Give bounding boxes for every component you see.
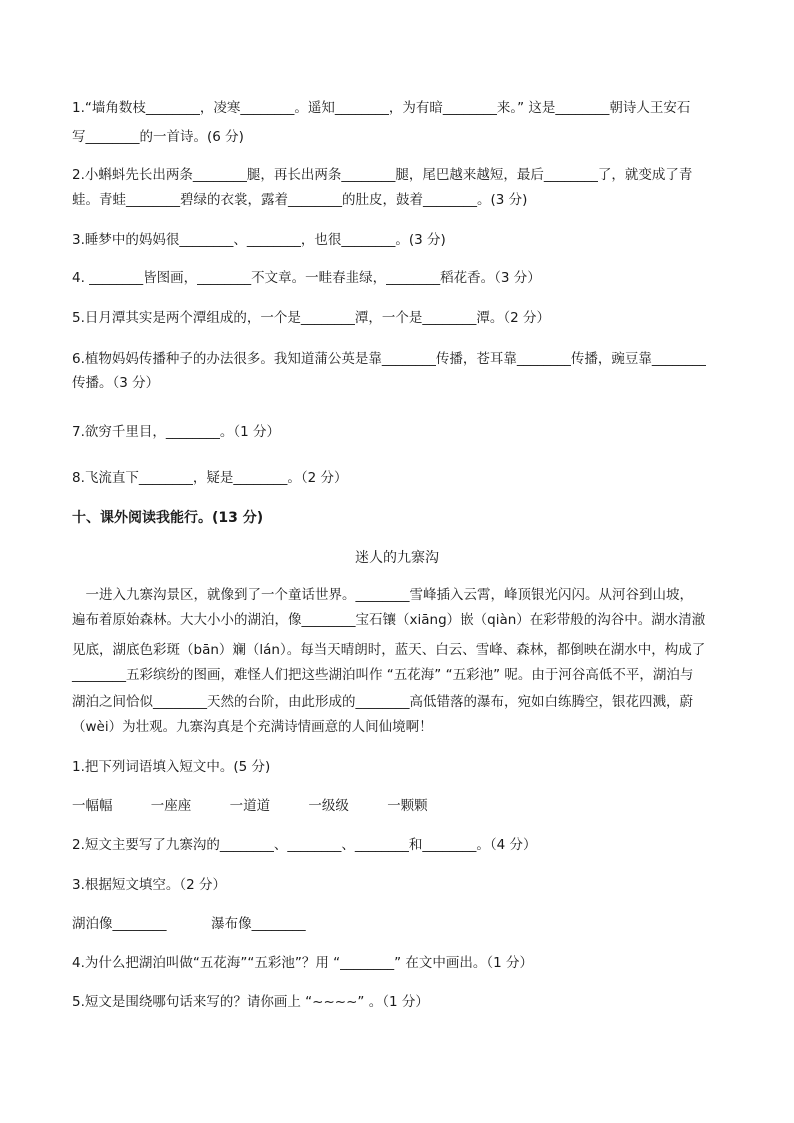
waterfall-simile-blank: 瀑布像________ [211,916,306,932]
reading-question-3-answers [72,914,306,934]
question-2-line-2: 蛙。青蛙________碧绿的衣裳，露着________的肚皮，鼓着________。(3 分) [72,192,528,208]
word-bank-item: 一座座 [150,798,192,814]
passage-line-6: （wèi）为壮观。九寨沟真是个充满诗情画意的人间仙境啊！ [72,719,433,735]
question-4: 4. ________皆图画，________不文章。一畦春韭绿，________稻花香。（3 分） [72,270,541,286]
word-bank-item: 一道道 [229,798,271,814]
question-1-line-1: 1.“墙角数枝________，凌寒________。遥知________，为有暗________来。” 这是________朝诗人王安石 [72,100,691,116]
question-2-line-1: 2.小蝌蚪先长出两条________腿，再长出两条________腿，尾巴越来越短，最后________了，就变成了青 [72,167,693,183]
question-7: 7.欲穷千里目，________。（1 分） [72,424,281,440]
word-bank [72,796,462,816]
passage-line-1: 一进入九寨沟景区，就像到了一个童话世界。________雪峰插入云霄，峰顶银光闪闪。从河谷到山坡， [72,587,693,603]
question-8: 8.飞流直下________，疑是________。（2 分） [72,470,348,486]
lake-simile-blank: 湖泊像________ [72,916,167,932]
passage-title: 迷人的九寨沟 [355,550,439,566]
passage-line-3: 见底，湖底色彩斑（bān）斓（lán）。每当天晴朗时，蓝天、白云、雪峰、森林，都倒映在湖水中，构成了 [72,642,706,658]
reading-question-5: 5.短文是围绕哪句话来写的？请你画上 “~~~~” 。（1 分） [72,994,429,1010]
passage-line-4: ________五彩缤纷的图画，难怪人们把这些湖泊叫作 “五花海” “五彩池” 呢。由于河谷高低不平，湖泊与 [72,667,694,683]
question-5: 5.日月潭其实是两个潭组成的，一个是________潭，一个是________潭。（2 分） [72,310,551,326]
word-bank-item: 一颗颗 [387,798,428,814]
question-1-line-2: 写________的一首诗。(6 分) [72,129,244,145]
passage-line-2: 遍布着原始森林。大大小小的湖泊，像________宝石镶（xiāng）嵌（qiàn）在彩带般的沟谷中。湖水清澈 [72,612,706,628]
question-3: 3.睡梦中的妈妈很________、________，也很________。(3 分) [72,232,446,248]
word-bank-item: 一级级 [308,798,349,814]
word-bank-item: 一幅幅 [72,798,113,814]
passage-line-5: 湖泊之间恰似________天然的台阶，由此形成的________高低错落的瀑布，宛如白练腾空，银花四溅，蔚 [72,694,693,710]
question-6-line-2: 传播。（3 分） [72,375,160,391]
reading-question-4: 4.为什么把湖泊叫做“五花海”“五彩池”？用 “________” 在文中画出。（1 分） [72,955,534,971]
section-heading: 十、课外阅读我能行。(13 分) [72,510,264,526]
reading-question-2: 2.短文主要写了九寨沟的________、________、________和________。（4 分） [72,837,537,853]
question-6-line-1: 6.植物妈妈传播种子的办法很多。我知道蒲公英是靠________传播，苍耳靠________传播，豌豆靠________ [72,351,706,367]
reading-question-3: 3.根据短文填空。（2 分） [72,877,227,893]
reading-question-1: 1.把下列词语填入短文中。(5 分) [72,759,271,775]
